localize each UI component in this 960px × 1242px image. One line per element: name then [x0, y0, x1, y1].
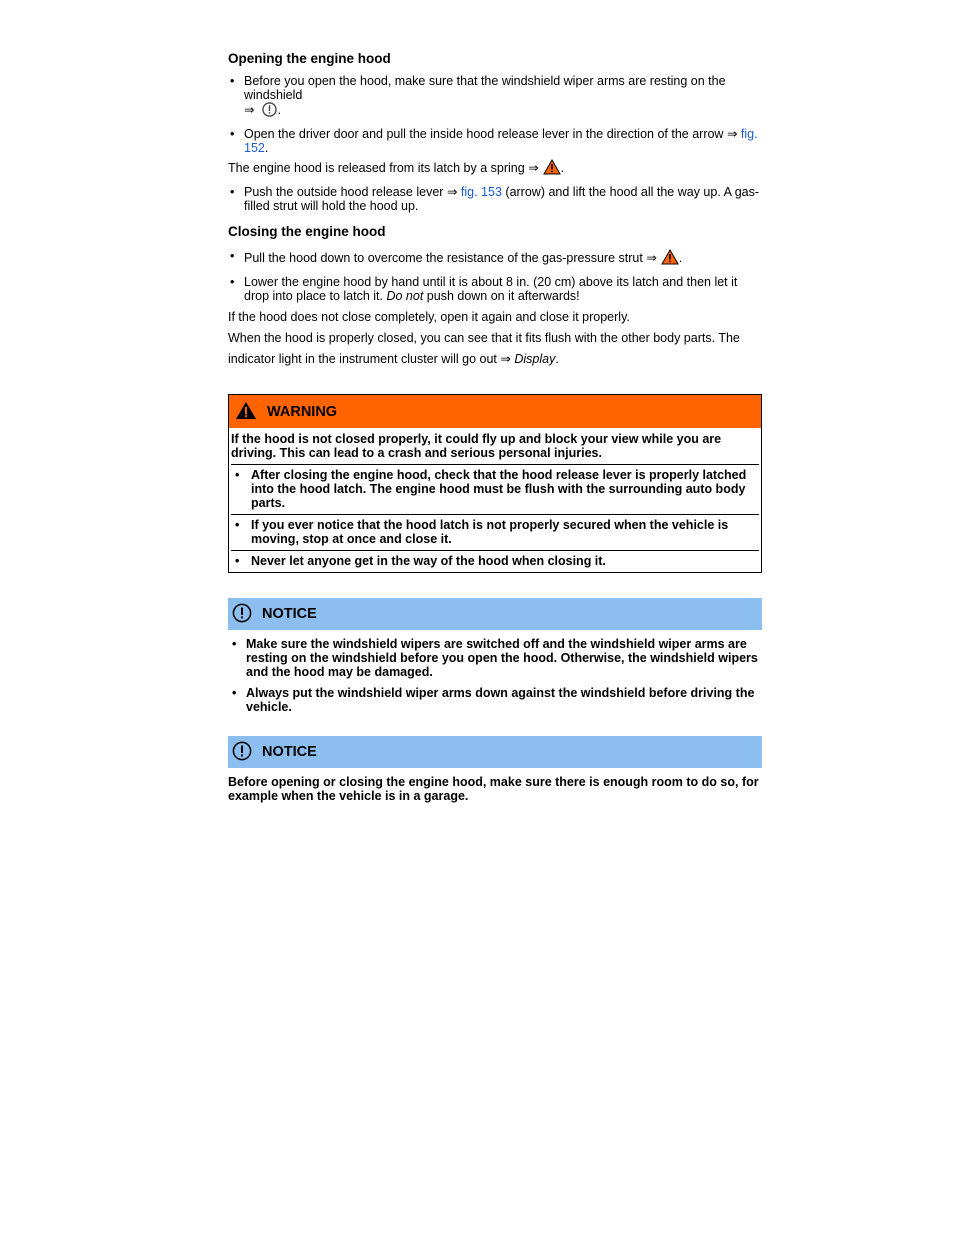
closing-bullet-2-text-b: push down on it afterwards!	[426, 289, 580, 303]
bullet-dot: •	[232, 637, 237, 651]
cross-ref-arrow: ⇒	[500, 352, 511, 366]
list-item	[228, 686, 762, 714]
fig-153-link[interactable]: fig. 153	[460, 185, 502, 199]
bullet-dot: •	[232, 686, 237, 700]
notice-body: Before opening or closing the engine hood, make sure there is enough room to do so, for example when the vehicle is in a garage.	[228, 775, 759, 803]
notice-header	[228, 598, 762, 630]
cross-ref-arrow: ⇒	[528, 161, 539, 175]
exclamation-circle-icon	[232, 603, 252, 626]
cross-ref-arrow: ⇒	[244, 103, 255, 117]
closing-bullet-1-text: Pull the hood down to overcome the resistance of the gas-pressure strut	[244, 251, 643, 265]
fig-152-link[interactable]: fig. 152	[244, 127, 758, 155]
warning-body	[229, 428, 761, 568]
notice-item-text: Make sure the windshield wipers are switched off and the windshield wiper arms are resting on the windshield before you open the hood. Otherwise, the windshield wipers and the hood may be damaged.	[246, 637, 758, 679]
paragraph: The engine hood is released from its latch by a spring ⇒ .	[228, 159, 762, 178]
list-item	[228, 275, 762, 303]
warning-item-text: If you ever notice that the hood latch is not properly secured when the vehicle is moving, stop at once and close it.	[251, 518, 729, 546]
closing-heading: Closing the engine hood	[228, 224, 386, 239]
list-item	[228, 185, 762, 213]
notice-item-text: Always put the windshield wiper arms down against the windshield before driving the vehicle.	[246, 686, 755, 714]
opening-heading: Opening the engine hood	[228, 51, 391, 66]
spring-release-text: The engine hood is released from its latch by a spring	[228, 161, 525, 175]
closing-bullet-2-text-a: Lower the engine hood by hand until it is about 8 in. (20 cm) above its latch and then let it drop into place to latch it.	[244, 275, 738, 303]
display-link[interactable]: Display	[514, 352, 556, 366]
notice-header	[228, 736, 762, 768]
warning-title: WARNING	[267, 403, 338, 420]
warning-item-text: Never let anyone get in the way of the hood when closing it.	[251, 554, 606, 568]
cross-ref-arrow: ⇒	[726, 127, 738, 141]
warning-intro: If the hood is not closed properly, it could fly up and block your view while you are driving. This can lead to a crash and serious personal injuries.	[231, 432, 722, 460]
do-not-emphasis: Do not	[386, 289, 424, 303]
list-item: • Open the driver door and pull the inside hood release lever in the direction of the arrow ⇒ fig. 152.	[230, 127, 758, 155]
opening-bullet-1-text: Before you open the hood, make sure that the windshield wiper arms are resting on the windshield	[244, 74, 726, 102]
warning-icon[interactable]	[661, 249, 679, 268]
opening-bullet-2-text: Open the driver door and pull the inside hood release lever in the direction of the arrow	[244, 127, 724, 141]
bullet-dot: •	[235, 468, 240, 482]
notice-title: NOTICE	[262, 744, 317, 760]
warning-item	[231, 514, 759, 546]
cross-ref-arrow: ⇒	[646, 251, 657, 265]
cross-ref-arrow: ⇒	[446, 185, 458, 199]
list-item: • Before you open the hood, make sure that the windshield wiper arms are resting on the windshield ⇒ .	[228, 74, 762, 120]
bullet-dot: •	[230, 74, 235, 88]
bullet-dot: •	[230, 185, 235, 199]
paragraph: If the hood does not close completely, open it again and close it properly.	[228, 310, 630, 324]
flush-text: When the hood is properly closed, you can see that it fits flush with the other body parts. The indicator light in the instrument cluster will go out	[228, 331, 740, 366]
manual-page-content	[228, 52, 762, 803]
warning-item	[231, 550, 759, 568]
notice-body	[228, 630, 762, 714]
list-item	[228, 637, 762, 679]
warning-item-text: After closing the engine hood, check that the hood release lever is properly latched into the hood latch. The engine hood must be flush with the surrounding auto body parts.	[251, 468, 747, 510]
paragraph: When the hood is properly closed, you can see that it fits flush with the other body parts. The indicator light in the instrument cluster will go out ⇒ Display.	[228, 331, 740, 366]
opening-bullet-3-text-b: (arrow) and lift the hood all the way up. A gas-filled strut will hold the hood up.	[244, 185, 760, 213]
bullet-dot: •	[230, 249, 235, 263]
bullet-dot: •	[230, 275, 235, 289]
warning-header	[229, 395, 761, 428]
bullet-dot: •	[235, 554, 240, 568]
warning-item	[231, 464, 759, 510]
list-item: • Pull the hood down to overcome the resistance of the gas-pressure strut ⇒ .	[228, 249, 762, 268]
notice-icon[interactable]	[262, 102, 277, 120]
bullet-dot: •	[230, 127, 235, 141]
warning-box	[228, 394, 762, 573]
warning-icon[interactable]	[543, 159, 561, 178]
bullet-dot: •	[235, 518, 240, 532]
notice-title: NOTICE	[262, 606, 317, 622]
exclamation-circle-icon	[232, 741, 252, 764]
warning-triangle-icon	[235, 401, 257, 423]
opening-bullet-3-text-a: Push the outside hood release lever	[244, 185, 444, 199]
